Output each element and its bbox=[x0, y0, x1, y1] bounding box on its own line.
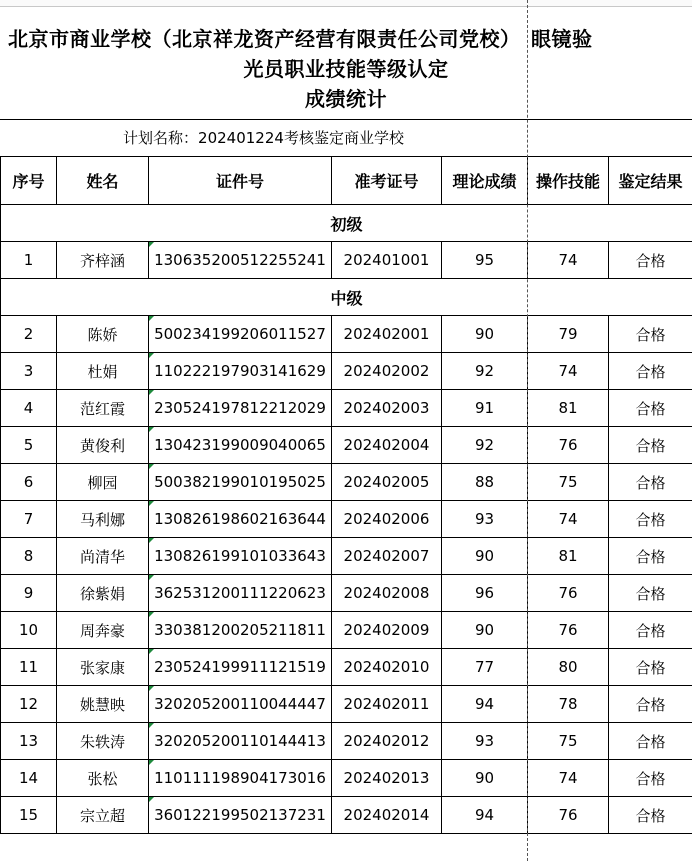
cell-skill[interactable]: 76 bbox=[528, 612, 609, 649]
header-cell-id[interactable]: 证件号 bbox=[149, 157, 332, 205]
cell-id[interactable]: 362531200111220623 bbox=[149, 575, 332, 612]
cell-name[interactable]: 柳园 bbox=[57, 464, 149, 501]
plan-name-text: 计划名称：202401224考核鉴定商业学校 bbox=[123, 129, 404, 147]
cell-result[interactable]: 合格 bbox=[609, 242, 692, 279]
cell-result[interactable]: 合格 bbox=[609, 686, 692, 723]
cell-no[interactable]: 15 bbox=[1, 797, 57, 834]
header-cell-no[interactable]: 序号 bbox=[1, 157, 57, 205]
cell-skill[interactable]: 81 bbox=[528, 390, 609, 427]
cell-name[interactable]: 马利娜 bbox=[57, 501, 149, 538]
cell-skill[interactable]: 74 bbox=[528, 760, 609, 797]
table-row bbox=[1, 649, 692, 686]
page-break-line bbox=[527, 0, 528, 861]
cell-result[interactable]: 合格 bbox=[609, 797, 692, 834]
cell-name[interactable]: 齐梓涵 bbox=[57, 242, 149, 279]
cell-exam-no[interactable]: 202402008 bbox=[332, 575, 442, 612]
cell-theory[interactable]: 88 bbox=[442, 464, 528, 501]
cell-no[interactable]: 6 bbox=[1, 464, 57, 501]
cell-exam-no[interactable]: 202402011 bbox=[332, 686, 442, 723]
section-row bbox=[1, 205, 692, 242]
cell-theory[interactable]: 91 bbox=[442, 390, 528, 427]
cell-no[interactable]: 2 bbox=[1, 316, 57, 353]
cell-exam-no[interactable]: 202402012 bbox=[332, 723, 442, 760]
title-line-3: 成绩统计 bbox=[305, 87, 387, 111]
cell-id[interactable]: 230524199911121519 bbox=[149, 649, 332, 686]
cell-no[interactable]: 11 bbox=[1, 649, 57, 686]
cell-result[interactable]: 合格 bbox=[609, 649, 692, 686]
cell-theory[interactable]: 90 bbox=[442, 760, 528, 797]
cell-id[interactable]: 330381200205211811 bbox=[149, 612, 332, 649]
cell-theory[interactable]: 94 bbox=[442, 686, 528, 723]
cell-exam-no[interactable]: 202402001 bbox=[332, 316, 442, 353]
cell-name[interactable]: 张松 bbox=[57, 760, 149, 797]
table-row bbox=[1, 353, 692, 390]
cell-no[interactable]: 4 bbox=[1, 390, 57, 427]
table-row bbox=[1, 612, 692, 649]
table-row bbox=[1, 427, 692, 464]
cell-id[interactable]: 360122199502137231 bbox=[149, 797, 332, 834]
table-row bbox=[1, 723, 692, 760]
cell-id[interactable]: 130826198602163644 bbox=[149, 501, 332, 538]
cell-id[interactable]: 110222197903141629 bbox=[149, 353, 332, 390]
cell-theory[interactable]: 90 bbox=[442, 612, 528, 649]
cell-theory[interactable]: 93 bbox=[442, 501, 528, 538]
score-table bbox=[0, 156, 692, 834]
header-cell-skill[interactable]: 操作技能 bbox=[528, 157, 609, 205]
cell-theory[interactable]: 92 bbox=[442, 353, 528, 390]
cell-name[interactable]: 周奔豪 bbox=[57, 612, 149, 649]
cell-no[interactable]: 3 bbox=[1, 353, 57, 390]
cell-result[interactable]: 合格 bbox=[609, 316, 692, 353]
cell-no[interactable]: 12 bbox=[1, 686, 57, 723]
header-cell-name[interactable]: 姓名 bbox=[57, 157, 149, 205]
cell-id[interactable]: 500234199206011527 bbox=[149, 316, 332, 353]
cell-exam-no[interactable]: 202402005 bbox=[332, 464, 442, 501]
cell-exam-no[interactable]: 202402010 bbox=[332, 649, 442, 686]
cell-result[interactable]: 合格 bbox=[609, 464, 692, 501]
cell-exam-no[interactable]: 202402009 bbox=[332, 612, 442, 649]
cell-name[interactable]: 宗立超 bbox=[57, 797, 149, 834]
cell-name[interactable]: 杜娟 bbox=[57, 353, 149, 390]
cell-skill[interactable]: 76 bbox=[528, 427, 609, 464]
cell-skill[interactable]: 80 bbox=[528, 649, 609, 686]
table-row bbox=[1, 242, 692, 279]
table-row bbox=[1, 501, 692, 538]
cell-name[interactable]: 姚慧映 bbox=[57, 686, 149, 723]
table-row bbox=[1, 390, 692, 427]
cell-result[interactable]: 合格 bbox=[609, 538, 692, 575]
cell-theory[interactable]: 96 bbox=[442, 575, 528, 612]
cell-exam-no[interactable]: 202402013 bbox=[332, 760, 442, 797]
cell-result[interactable]: 合格 bbox=[609, 501, 692, 538]
cell-skill[interactable]: 74 bbox=[528, 242, 609, 279]
section-label[interactable]: 初级 bbox=[1, 205, 692, 242]
cell-theory[interactable]: 95 bbox=[442, 242, 528, 279]
cell-id[interactable]: 320205200110044447 bbox=[149, 686, 332, 723]
cell-name[interactable]: 徐紫娟 bbox=[57, 575, 149, 612]
cell-no[interactable]: 5 bbox=[1, 427, 57, 464]
cell-result[interactable]: 合格 bbox=[609, 353, 692, 390]
cell-skill[interactable]: 75 bbox=[528, 464, 609, 501]
table-row bbox=[1, 797, 692, 834]
cell-skill[interactable]: 74 bbox=[528, 353, 609, 390]
cell-no[interactable]: 8 bbox=[1, 538, 57, 575]
table-row bbox=[1, 316, 692, 353]
cell-id[interactable]: 320205200110144413 bbox=[149, 723, 332, 760]
column-header-strip bbox=[0, 0, 692, 7]
table-row bbox=[1, 760, 692, 797]
cell-exam-no[interactable]: 202402007 bbox=[332, 538, 442, 575]
cell-id[interactable]: 230524197812212029 bbox=[149, 390, 332, 427]
cell-skill[interactable]: 81 bbox=[528, 538, 609, 575]
title-line-2: 光员职业技能等级认定 bbox=[243, 57, 449, 81]
cell-exam-no[interactable]: 202402004 bbox=[332, 427, 442, 464]
cell-no[interactable]: 1 bbox=[1, 242, 57, 279]
header-cell-exam-no[interactable]: 准考证号 bbox=[332, 157, 442, 205]
cell-id[interactable]: 110111198904173016 bbox=[149, 760, 332, 797]
cell-result[interactable]: 合格 bbox=[609, 723, 692, 760]
cell-theory[interactable]: 90 bbox=[442, 538, 528, 575]
header-cell-result[interactable]: 鉴定结果 bbox=[609, 157, 692, 205]
cell-result[interactable]: 合格 bbox=[609, 760, 692, 797]
cell-skill[interactable]: 76 bbox=[528, 797, 609, 834]
cell-exam-no[interactable]: 202402006 bbox=[332, 501, 442, 538]
cell-no[interactable]: 7 bbox=[1, 501, 57, 538]
cell-exam-no[interactable]: 202402002 bbox=[332, 353, 442, 390]
table-row bbox=[1, 575, 692, 612]
cell-theory[interactable]: 93 bbox=[442, 723, 528, 760]
cell-no[interactable]: 13 bbox=[1, 723, 57, 760]
cell-name[interactable]: 张家康 bbox=[57, 649, 149, 686]
cell-name[interactable]: 陈娇 bbox=[57, 316, 149, 353]
cell-result[interactable]: 合格 bbox=[609, 612, 692, 649]
cell-name[interactable]: 朱轶涛 bbox=[57, 723, 149, 760]
cell-id[interactable]: 130423199009040065 bbox=[149, 427, 332, 464]
cell-skill[interactable]: 75 bbox=[528, 723, 609, 760]
sheet-title[interactable] bbox=[0, 7, 692, 117]
cell-result[interactable]: 合格 bbox=[609, 575, 692, 612]
cell-no[interactable]: 14 bbox=[1, 760, 57, 797]
cell-id[interactable]: 130635200512255241 bbox=[149, 242, 332, 279]
cell-skill[interactable]: 74 bbox=[528, 501, 609, 538]
cell-theory[interactable]: 77 bbox=[442, 649, 528, 686]
cell-no[interactable]: 10 bbox=[1, 612, 57, 649]
cell-exam-no[interactable]: 202401001 bbox=[332, 242, 442, 279]
cell-result[interactable]: 合格 bbox=[609, 427, 692, 464]
section-row bbox=[1, 279, 692, 316]
title-line-1: 北京市商业学校（北京祥龙资产经营有限责任公司党校） 眼镜验 bbox=[8, 27, 593, 51]
cell-name[interactable]: 尚清华 bbox=[57, 538, 149, 575]
plan-name-cell[interactable] bbox=[0, 120, 692, 156]
cell-exam-no[interactable]: 202402003 bbox=[332, 390, 442, 427]
table-row bbox=[1, 538, 692, 575]
cell-id[interactable]: 130826199101033643 bbox=[149, 538, 332, 575]
cell-theory[interactable]: 90 bbox=[442, 316, 528, 353]
table-row bbox=[1, 686, 692, 723]
cell-skill[interactable]: 76 bbox=[528, 575, 609, 612]
cell-theory[interactable]: 94 bbox=[442, 797, 528, 834]
cell-skill[interactable]: 79 bbox=[528, 316, 609, 353]
cell-name[interactable]: 范红霞 bbox=[57, 390, 149, 427]
cell-name[interactable]: 黄俊利 bbox=[57, 427, 149, 464]
cell-result[interactable]: 合格 bbox=[609, 390, 692, 427]
cell-skill[interactable]: 78 bbox=[528, 686, 609, 723]
cell-no[interactable]: 9 bbox=[1, 575, 57, 612]
section-label[interactable]: 中级 bbox=[1, 279, 692, 316]
header-row bbox=[1, 157, 692, 205]
cell-id[interactable]: 500382199010195025 bbox=[149, 464, 332, 501]
cell-exam-no[interactable]: 202402014 bbox=[332, 797, 442, 834]
table-row bbox=[1, 464, 692, 501]
header-cell-theory[interactable]: 理论成绩 bbox=[442, 157, 528, 205]
cell-theory[interactable]: 92 bbox=[442, 427, 528, 464]
